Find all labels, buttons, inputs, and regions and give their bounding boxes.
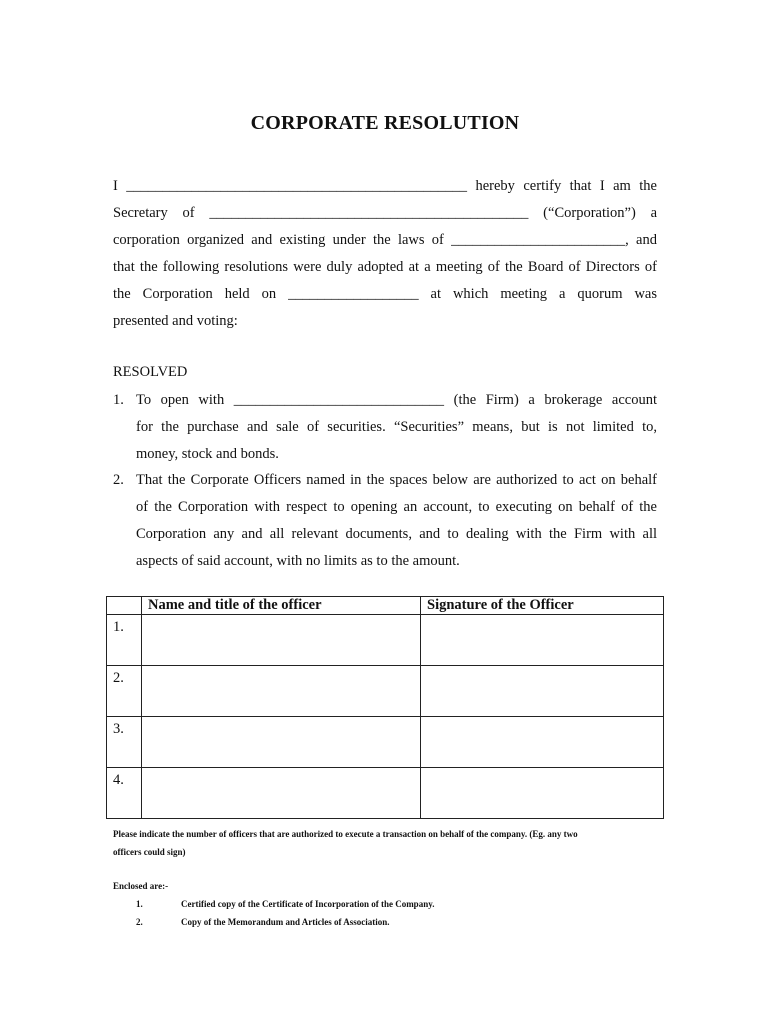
officer-signature-field[interactable] — [421, 768, 664, 819]
item-number-1: 1. — [113, 392, 124, 408]
enclosed-number-1: 1. — [136, 899, 143, 909]
table-row — [107, 615, 664, 666]
officer-name-field[interactable] — [142, 768, 421, 819]
table-row — [107, 768, 664, 819]
item-1-line-3: money, stock and bonds. — [136, 446, 279, 462]
table-row — [107, 717, 664, 768]
page-title: CORPORATE RESOLUTION — [250, 112, 520, 134]
officer-name-field[interactable] — [142, 615, 421, 666]
note-line-1: Please indicate the number of officers that are authorized to execute a transaction on behalf of the company. (Eg. any two — [113, 829, 578, 839]
certify-line-2: Secretary of ____________________________________________ (“Corporation”) a — [113, 205, 657, 221]
table-header-row — [107, 597, 664, 615]
table-row — [107, 666, 664, 717]
certify-line-5: the Corporation held on __________________ at which meeting a quorum was — [113, 286, 657, 302]
officer-signature-field[interactable] — [421, 615, 664, 666]
row-number: 2. — [107, 666, 142, 717]
note-line-2: officers could sign) — [113, 847, 186, 857]
table-header-signature: Signature of the Officer — [421, 597, 664, 615]
item-1-line-1: To open with _____________________________ (the Firm) a brokerage account — [136, 392, 657, 408]
certify-line-3: corporation organized and existing under the laws of ________________________, and — [113, 232, 657, 248]
table-header-number — [107, 597, 142, 615]
officers-table — [106, 596, 664, 819]
row-number: 3. — [107, 717, 142, 768]
table-header-name: Name and title of the officer — [142, 597, 421, 615]
officer-name-field[interactable] — [142, 666, 421, 717]
row-number: 1. — [107, 615, 142, 666]
item-2-line-2: of the Corporation with respect to opening an account, to executing on behalf of the — [136, 499, 657, 515]
row-number: 4. — [107, 768, 142, 819]
enclosed-item-1: Certified copy of the Certificate of Incorporation of the Company. — [181, 899, 435, 909]
enclosed-label: Enclosed are:- — [113, 881, 169, 891]
item-2-line-3: Corporation any and all relevant documents, and to dealing with the Firm with all — [136, 526, 657, 542]
officer-signature-field[interactable] — [421, 717, 664, 768]
item-2-line-4: aspects of said account, with no limits as to the amount. — [136, 553, 460, 569]
item-1-line-2: for the purchase and sale of securities. “Securities” means, but is not limited to, — [136, 419, 657, 435]
enclosed-item-2: Copy of the Memorandum and Articles of Association. — [181, 917, 390, 927]
officer-name-field[interactable] — [142, 717, 421, 768]
officer-signature-field[interactable] — [421, 666, 664, 717]
item-number-2: 2. — [113, 472, 124, 488]
certify-line-6: presented and voting: — [113, 313, 238, 329]
enclosed-number-2: 2. — [136, 917, 143, 927]
certify-line-1: I _______________________________________________ hereby certify that I am the — [113, 178, 657, 194]
item-2-line-1: That the Corporate Officers named in the spaces below are authorized to act on behalf — [136, 472, 657, 488]
resolved-heading: RESOLVED — [113, 364, 188, 380]
certify-line-4: that the following resolutions were duly adopted at a meeting of the Board of Directors of — [113, 259, 657, 275]
